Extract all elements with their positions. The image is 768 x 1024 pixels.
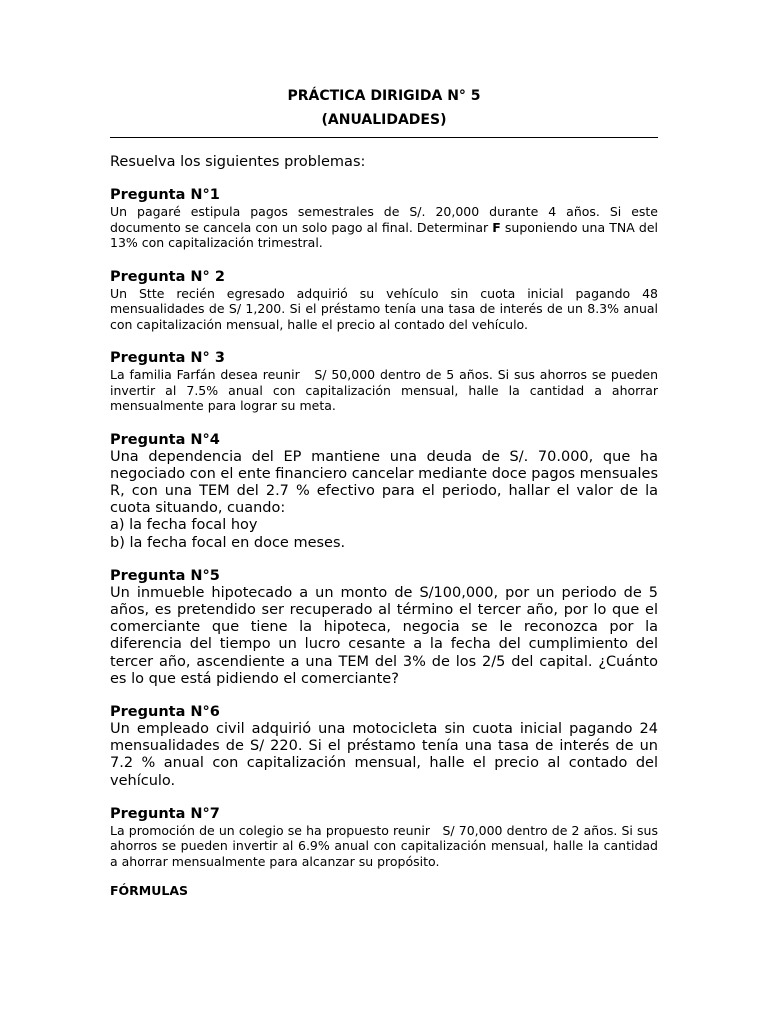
question-4 [110,431,658,552]
document-subtitle: (ANUALIDADES) [321,112,447,128]
question-text: Un Stte recién egresado adquirió su vehículo sin cuota inicial pagando 48 mensualidades de S/ 1,200. Si el préstamo tenía una tasa de interés de un 8.3% anual con capitalización mensual, halle el precio al contado del vehículo. [110,285,658,332]
question-text: La familia Farfán desea reunir S/ 50,000 dentro de 5 años. Si sus ahorros se pueden invertir al 7.5% anual con capitalización mensual, halle la cantidad a ahorrar mensualmente para lograr su meta. [110,367,662,413]
question-heading: Pregunta N°7 [110,805,220,822]
question-text: La promoción de un colegio se ha propuesto reunir S/ 70,000 dentro de 2 años. Si sus ahorros se pueden invertir al 6.9% anual con capitalización mensual, halle la cantidad a ahorrar mensualmente para alcanzar su propósito. [110,822,662,869]
question-text: Un inmueble hipotecado a un monto de S/100,000, por un periodo de 5 años, es pretendido ser recuperado al término el tercer año, por lo que el comerciante que tiene la hipoteca, negocia se le reconozca por la diferencia del tiempo un lucro cesante a la fecha del cumplimiento del tercer año, ascendiente a una TEM del 3% de los 2/5 del capital. ¿Cuánto es lo que está pidiendo el comerciante? [110,584,658,687]
question-heading: Pregunta N°4 [110,431,220,448]
question-text: Un empleado civil adquirió una motocicleta sin cuota inicial pagando 24 mensualidades de S/ 220. Si el préstamo tenía una tasa de interés de un 7.2 % anual con capitalización mensual, halle el precio al contado del vehículo. [110,720,658,789]
question-heading: Pregunta N°6 [110,703,220,720]
question-text: Una dependencia del EP mantiene una deuda de S/. 70.000, que ha negociado con el ente financiero cancelar mediante doce pagos mensuales R, con una TEM del 2.7 % efectivo para el periodo, hallar el valor de la cuota situando, cuando: [110,448,658,517]
question-7 [110,805,662,870]
question-text-part: suponiendo una TNA del 13% con capitalización trimestral. [110,219,659,250]
document-title: PRÁCTICA DIRIGIDA N° 5 [287,88,481,104]
title-divider [110,137,658,138]
question-3 [110,349,662,414]
question-5 [110,567,658,688]
option-a: a) la fecha focal hoy [110,517,258,534]
question-text [110,204,658,251]
question-heading: Pregunta N° 3 [110,350,225,366]
question-1 [110,186,658,251]
question-body [110,449,658,552]
document-page [110,84,662,899]
question-text-part: Un pagaré estipula pagos semestrales de S/. 20,000 durante 4 años. Si este documento se cancela con un solo pago al final. Determinar [110,204,658,235]
question-heading: Pregunta N°1 [110,187,220,203]
question-heading: Pregunta N°5 [110,567,220,584]
question-heading: Pregunta N° 2 [110,268,225,285]
question-2 [110,268,658,333]
formulas-heading: FÓRMULAS [110,883,189,899]
option-b: b) la fecha focal en doce meses. [110,534,346,551]
variable-f: F [492,219,501,235]
question-6 [110,703,658,790]
intro-text: Resuelva los siguientes problemas: [110,154,366,170]
